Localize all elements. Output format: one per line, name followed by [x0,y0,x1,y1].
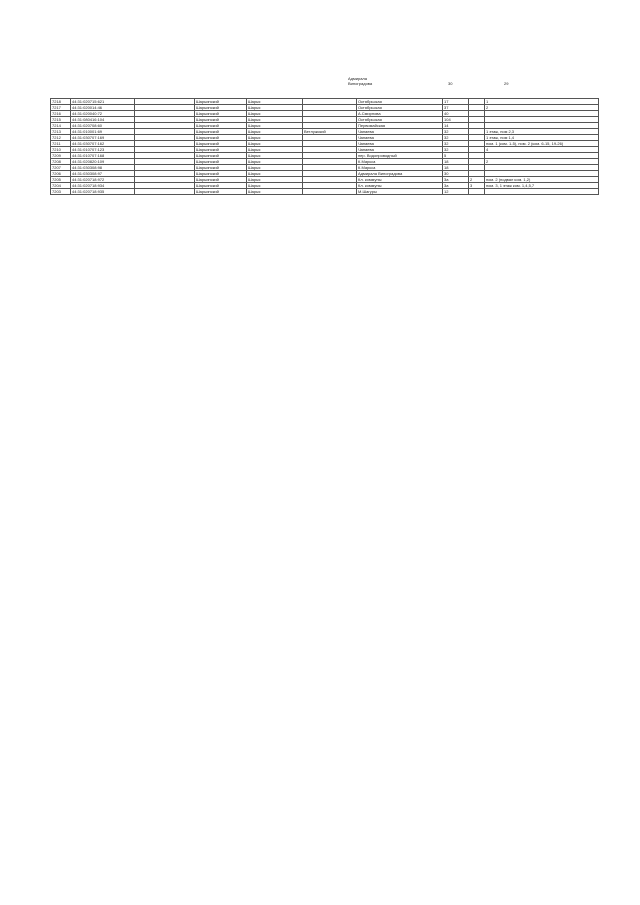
table-cell: пом. 3, 1 этаж ком. 1,4,5,7 [485,183,599,189]
table-cell: Шарья [247,189,303,195]
table-cell: 44:31:020820:109 [71,159,135,165]
table-cell: Шарья [247,117,303,123]
table-row [51,189,599,195]
table-cell: Шарьинский [195,129,247,135]
table-cell: Шарьинский [195,183,247,189]
table-cell: 7212 [51,135,71,141]
table-cell: Шарьинский [195,117,247,123]
table-cell: Шарья [247,135,303,141]
register-table [50,98,599,195]
table-cell: 37 [443,105,469,111]
table-cell: 7205 [51,177,71,183]
table-cell: Ветлужский [303,129,357,135]
table-cell: Октябрьская [357,99,443,105]
table-cell: 44:31:020708:60 [71,123,135,129]
table-cell [469,189,485,195]
table-cell: Шарьинский [195,105,247,111]
table-cell: 7214 [51,123,71,129]
table-cell: 7217 [51,105,71,111]
table-cell: Шарьинский [195,177,247,183]
table-cell: 7207 [51,165,71,171]
table-cell: 44:31:030308:97 [71,171,135,177]
table-cell: Шарья [247,123,303,129]
table-cell: 7208 [51,159,71,165]
table-cell: 17 [443,99,469,105]
table-cell: Шарья [247,183,303,189]
table-cell: 32 [443,147,469,153]
table-cell: 14 [443,123,469,129]
table-cell: Шарья [247,99,303,105]
table-cell: 7211 [51,141,71,147]
table-cell: Шарья [247,147,303,153]
table-cell: 40 [443,111,469,117]
register-rows [51,99,599,195]
table-cell: 30 [443,171,469,177]
table-cell: Шарьинский [195,99,247,105]
table-cell: 44:31:020715:621 [71,99,135,105]
table-cell [303,189,357,195]
table-cell: 44:31:020718:935 [71,189,135,195]
table-cell: Шарья [247,177,303,183]
table-cell: Шарьинский [195,171,247,177]
table-cell: Первомайская [357,123,443,129]
table-cell: Шарья [247,165,303,171]
table-cell: пер. Водопроводный [357,153,443,159]
header-line2-extra: 29 [504,81,509,86]
table-cell: 44:31:010707:168 [71,153,135,159]
table-cell: К.Маркса [357,165,443,171]
table-cell: 44:31:030308:98 [71,165,135,171]
table-cell: 7216 [51,111,71,117]
table-cell: Шарья [247,153,303,159]
table-cell: пом. 2 (подвал ком. 1,2) [485,177,599,183]
table-cell: Шарьинский [195,189,247,195]
table-cell: Кл. коммуны [357,177,443,183]
table-cell: Шарьинский [195,153,247,159]
table-cell: 32 [443,141,469,147]
table-cell: 7215 [51,117,71,123]
table-cell: 44:31:030707:169 [71,135,135,141]
table-cell [485,189,599,195]
table-cell: пом. 1 (ком. 1-5), пом. 2 (ком. 6-15, 19-26) [485,141,599,147]
table-cell: 44:31:010001:69 [71,129,135,135]
table-cell: М.Шагуры [357,189,443,195]
table-cell: Шарья [247,159,303,165]
table-cell: 2 [469,177,485,183]
table-cell: 5 [443,153,469,159]
table-cell: 1 этаж, пом 1,4 [485,135,599,141]
header-line2: Виноградова [348,81,373,86]
table-cell: Чапаева [357,141,443,147]
table-cell: 2 [485,159,599,165]
table-cell: Шарьинский [195,141,247,147]
table-cell: 44:31:020040:72 [71,111,135,117]
table-cell: 44:31:030707:162 [71,141,135,147]
table-cell: 3а [443,183,469,189]
table-cell: Шарьинский [195,123,247,129]
table-cell: 7206 [51,171,71,177]
table-cell: 44:31:080416:104 [71,117,135,123]
table-cell: 1 этаж, пом 2,3 [485,129,599,135]
table-cell: 104 [443,117,469,123]
table-cell: К.Маркса [357,159,443,165]
table-cell: 3а [443,177,469,183]
table-cell: Шарьинский [195,111,247,117]
table-cell: 44:31:020718:934 [71,183,135,189]
table-cell: 44:31:010707:123 [71,147,135,153]
table-cell: Шарья [247,171,303,177]
header-line1: Адмирала [348,76,367,81]
table-cell: 3 [469,183,485,189]
table-cell: 7213 [51,129,71,135]
table-cell: 7209 [51,153,71,159]
table-cell: 7204 [51,183,71,189]
table-cell: Кл. коммуны [357,183,443,189]
table-cell: 4 [485,147,599,153]
table-cell: 7210 [51,147,71,153]
table-cell: Октябрьская [357,117,443,123]
table-cell: Шарья [247,129,303,135]
table-cell: 44:31:020014:46 [71,105,135,111]
table-cell: Шарьинский [195,135,247,141]
table-cell: А.Смирнова [357,111,443,117]
table-cell: Шарьинский [195,159,247,165]
table-cell: 18 [443,165,469,171]
register-sheet [50,98,598,195]
table-cell [135,189,195,195]
table-cell: 32 [443,129,469,135]
table-cell: 18 [443,159,469,165]
header-line2-num: 30 [448,81,453,86]
table-cell: Шарьинский [195,165,247,171]
table-cell: 44:31:020718:972 [71,177,135,183]
table-cell: 12 [443,189,469,195]
table-cell: 2 [485,105,599,111]
table-cell: Чапаева [357,129,443,135]
table-cell: Шарья [247,105,303,111]
table-cell: 1 [485,99,599,105]
table-cell: 7203 [51,189,71,195]
table-cell: Шарья [247,141,303,147]
table-cell: Чапаева [357,147,443,153]
table-cell: Адмирала Виноградова [357,171,443,177]
table-cell: Чапаева [357,135,443,141]
table-cell: Октябрьская [357,105,443,111]
table-cell: Шарья [247,111,303,117]
table-cell: 32 [443,135,469,141]
table-cell: 7218 [51,99,71,105]
table-cell: Шарьинский [195,147,247,153]
